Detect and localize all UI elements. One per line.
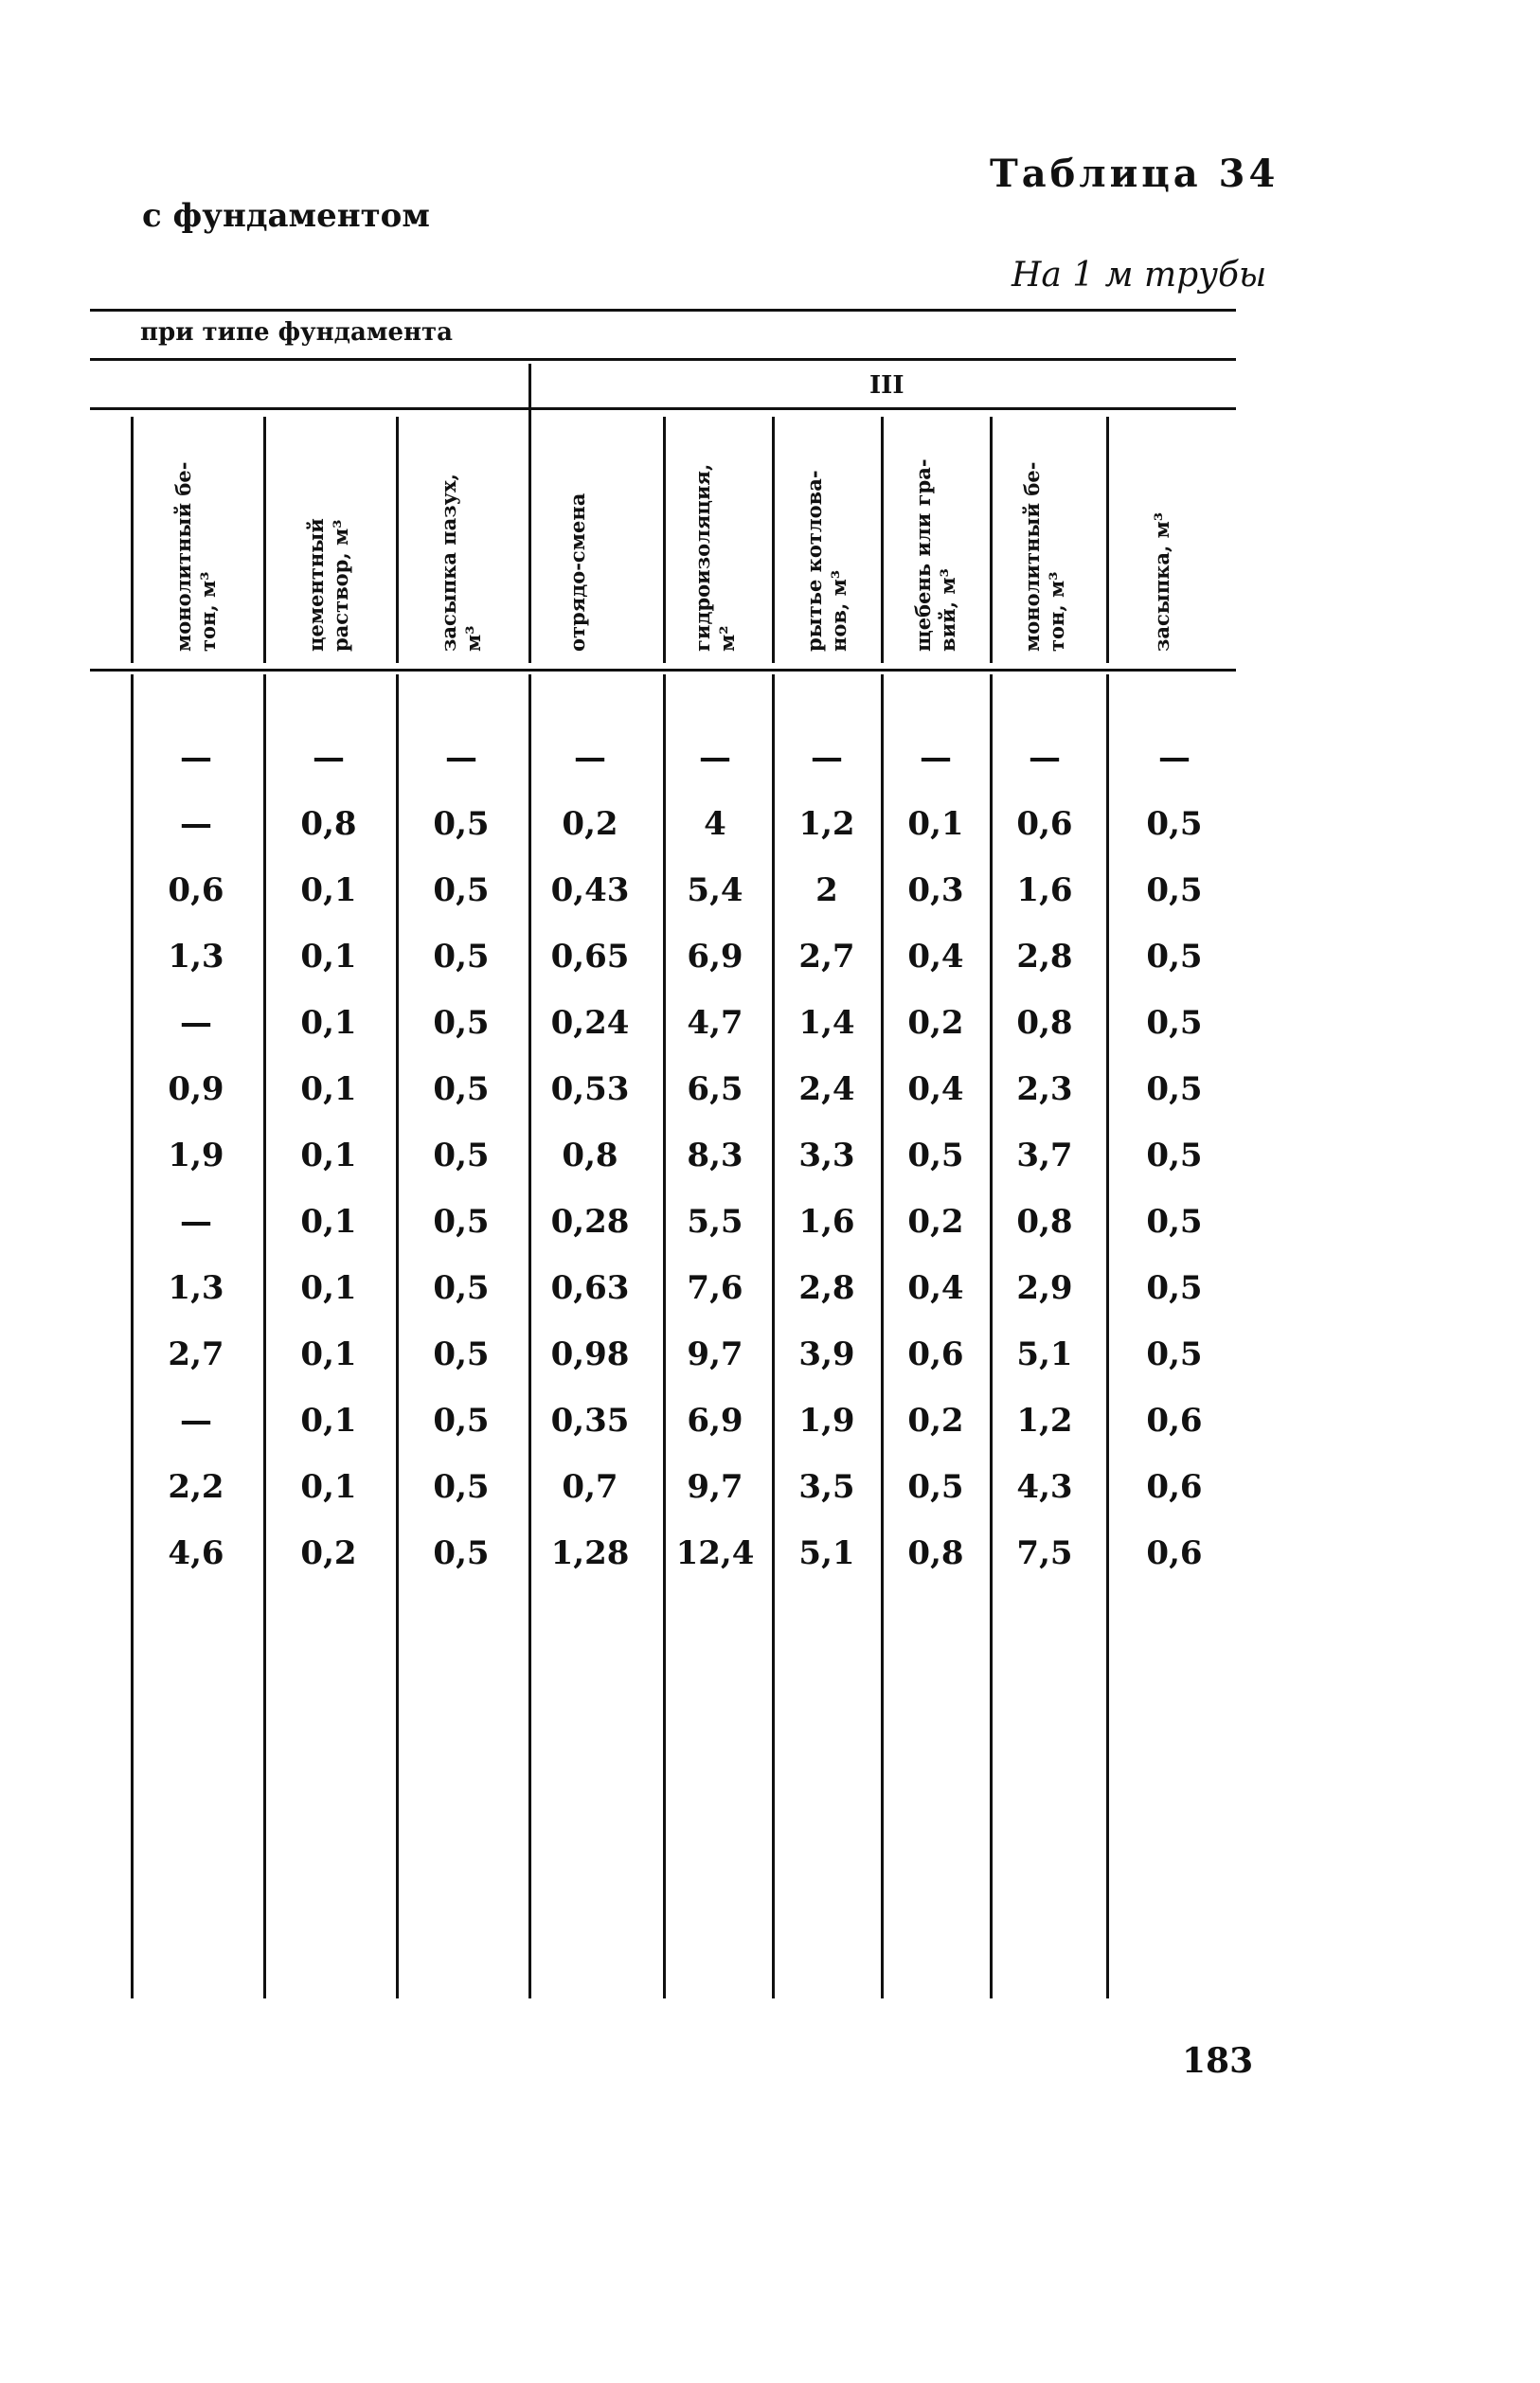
column-divider-body — [396, 674, 399, 1998]
table-cell: 0,5 — [433, 1269, 490, 1307]
table-cell: 0,1 — [300, 1269, 357, 1307]
table-cell: 0,65 — [550, 938, 630, 976]
table-cell: 0,5 — [433, 871, 490, 909]
table-cell: 0,5 — [433, 1468, 490, 1506]
table-cell: 7,6 — [687, 1269, 743, 1307]
table-cell: 0,5 — [433, 1203, 490, 1241]
column-divider-header — [263, 417, 266, 663]
rule-group — [90, 407, 1236, 410]
table-cell: 0,35 — [550, 1402, 630, 1440]
table-cell: 0,5 — [433, 1335, 490, 1373]
table-cell: 0,2 — [907, 1402, 964, 1440]
table-cell: 0,8 — [1016, 1004, 1073, 1042]
table-cell: 2,7 — [798, 938, 855, 976]
table-cell: 0,6 — [1146, 1402, 1203, 1440]
table-label: Таблица 34 — [990, 152, 1280, 196]
table-cell: 0,5 — [1146, 1203, 1203, 1241]
column-divider-header — [881, 417, 884, 663]
table-cell: 1,6 — [1016, 871, 1073, 909]
table-cell: 9,7 — [687, 1335, 743, 1373]
column-header: гидроизоляция, м² — [690, 463, 739, 652]
table-cell: 0,5 — [1146, 871, 1203, 909]
group-divider — [528, 364, 531, 417]
rule-foundation — [90, 358, 1236, 361]
column-divider-header — [1106, 417, 1109, 663]
table-cell: — — [180, 1402, 212, 1440]
table-cell: — — [1158, 739, 1191, 777]
table-cell: 8,3 — [687, 1137, 743, 1174]
table-cell: 0,28 — [550, 1203, 630, 1241]
table-cell: 0,5 — [1146, 1070, 1203, 1108]
table-cell: 0,2 — [562, 805, 618, 843]
table-cell: 0,3 — [907, 871, 964, 909]
table-cell: — — [574, 739, 606, 777]
table-cell: 6,9 — [687, 938, 743, 976]
table-cell: 6,9 — [687, 1402, 743, 1440]
column-divider-header — [396, 417, 399, 663]
table-cell: — — [699, 739, 731, 777]
table-cell: 0,1 — [300, 1137, 357, 1174]
column-header: засыпка пазух, м³ — [437, 474, 485, 652]
table-cell: 1,3 — [168, 938, 224, 976]
table-cell: 5,1 — [798, 1534, 855, 1572]
table-cell: 2,7 — [168, 1335, 224, 1373]
table-cell: — — [1029, 739, 1061, 777]
table-cell: 0,98 — [550, 1335, 630, 1373]
table-cell: 0,5 — [1146, 1269, 1203, 1307]
table-cell: 0,1 — [300, 1004, 357, 1042]
table-cell: — — [920, 739, 952, 777]
table-cell: 4,6 — [168, 1534, 224, 1572]
table-cell: 1,3 — [168, 1269, 224, 1307]
table-cell: 0,5 — [433, 1534, 490, 1572]
table-cell: 0,63 — [550, 1269, 630, 1307]
column-header: засыпка, м³ — [1150, 511, 1173, 652]
table-cell: 4 — [704, 805, 726, 843]
table-cell: 3,3 — [798, 1137, 855, 1174]
table-cell: 0,1 — [300, 1468, 357, 1506]
table-cell: 0,2 — [907, 1203, 964, 1241]
table-cell: 0,6 — [907, 1335, 964, 1373]
column-header: отрядо-смена — [565, 493, 589, 652]
table-cell: 2,8 — [1016, 938, 1073, 976]
table-cell: 3,5 — [798, 1468, 855, 1506]
table-cell: — — [445, 739, 477, 777]
page-number: 183 — [1182, 2041, 1254, 2081]
table-cell: 1,2 — [1016, 1402, 1073, 1440]
table-cell: 0,8 — [562, 1137, 618, 1174]
table-cell: — — [180, 1203, 212, 1241]
table-cell: 0,5 — [1146, 1335, 1203, 1373]
table-cell: 12,4 — [675, 1534, 755, 1572]
table-cell: 4,7 — [687, 1004, 743, 1042]
table-cell: 0,1 — [300, 871, 357, 909]
table-cell: 0,4 — [907, 938, 964, 976]
table-cell: 0,9 — [168, 1070, 224, 1108]
table-cell: 0,5 — [1146, 938, 1203, 976]
column-header: рытье котлова- нов, м³ — [802, 470, 851, 652]
table-cell: 0,5 — [433, 1402, 490, 1440]
table-cell: 2,8 — [798, 1269, 855, 1307]
table-cell: 0,2 — [907, 1004, 964, 1042]
table-cell: 0,8 — [300, 805, 357, 843]
table-cell: 0,8 — [907, 1534, 964, 1572]
table-cell: 0,5 — [433, 938, 490, 976]
table-cell: 1,9 — [168, 1137, 224, 1174]
column-header: монолитный бе- тон, м³ — [1020, 461, 1068, 652]
table-cell: 0,5 — [433, 805, 490, 843]
table-cell: 0,1 — [300, 938, 357, 976]
table-cell: 2,2 — [168, 1468, 224, 1506]
table-cell: 0,5 — [1146, 805, 1203, 843]
table-cell: 1,9 — [798, 1402, 855, 1440]
table-cell: — — [180, 805, 212, 843]
column-header: щебень или гра- вий, м³ — [911, 458, 959, 652]
table-cell: 0,5 — [433, 1004, 490, 1042]
table-cell: — — [313, 739, 345, 777]
table-cell: 0,7 — [562, 1468, 618, 1506]
table-cell: 0,4 — [907, 1070, 964, 1108]
column-divider-body — [1106, 674, 1109, 1998]
table-cell: 0,4 — [907, 1269, 964, 1307]
table-cell: 0,8 — [1016, 1203, 1073, 1241]
table-cell: 0,5 — [1146, 1137, 1203, 1174]
column-divider-header — [528, 417, 531, 663]
table-cell: 1,28 — [550, 1534, 630, 1572]
table-cell: 0,1 — [300, 1203, 357, 1241]
column-header: монолитный бе- тон, м³ — [171, 461, 220, 652]
table-cell: 2,3 — [1016, 1070, 1073, 1108]
table-cell: 5,4 — [687, 871, 743, 909]
table-cell: 0,5 — [907, 1137, 964, 1174]
table-cell: 0,1 — [300, 1070, 357, 1108]
table-cell: 0,5 — [1146, 1004, 1203, 1042]
table-cell: 0,6 — [1146, 1534, 1203, 1572]
table-cell: 0,43 — [550, 871, 630, 909]
unit-note: На 1 м трубы — [1012, 256, 1267, 295]
table-cell: 3,7 — [1016, 1137, 1073, 1174]
table-cell: — — [180, 1004, 212, 1042]
table-cell: 2,9 — [1016, 1269, 1073, 1307]
group-label: III — [869, 371, 904, 400]
table-cell: 3,9 — [798, 1335, 855, 1373]
column-divider-header — [131, 417, 134, 663]
table-cell: 0,1 — [300, 1402, 357, 1440]
column-divider-body — [131, 674, 134, 1998]
table-cell: 0,1 — [907, 805, 964, 843]
column-divider-header — [663, 417, 666, 663]
table-cell: 1,2 — [798, 805, 855, 843]
column-divider-header — [772, 417, 775, 663]
table-cell: 0,1 — [300, 1335, 357, 1373]
table-cell: — — [811, 739, 843, 777]
table-cell: 7,5 — [1016, 1534, 1073, 1572]
table-cell: 4,3 — [1016, 1468, 1073, 1506]
column-header: цементный раствор, м³ — [304, 518, 352, 652]
column-divider-header — [990, 417, 993, 663]
table-cell: 0,53 — [550, 1070, 630, 1108]
table-cell: 6,5 — [687, 1070, 743, 1108]
column-divider-body — [263, 674, 266, 1998]
table-cell: 0,2 — [300, 1534, 357, 1572]
table-cell: 2 — [815, 871, 838, 909]
table-cell: 0,6 — [1016, 805, 1073, 843]
section-title: с фундаментом — [142, 197, 430, 235]
table-cell: 1,6 — [798, 1203, 855, 1241]
foundation-type-label: при типе фундамента — [140, 318, 453, 347]
table-cell: 0,6 — [168, 871, 224, 909]
table-cell: 9,7 — [687, 1468, 743, 1506]
table-cell: 2,4 — [798, 1070, 855, 1108]
table-cell: 0,5 — [433, 1070, 490, 1108]
table-cell: 0,24 — [550, 1004, 630, 1042]
table-cell: 0,5 — [433, 1137, 490, 1174]
table-cell: 1,4 — [798, 1004, 855, 1042]
table-cell: 5,1 — [1016, 1335, 1073, 1373]
table-cell: — — [180, 739, 212, 777]
table-cell: 5,5 — [687, 1203, 743, 1241]
rule-top — [90, 309, 1236, 312]
table-cell: 0,5 — [907, 1468, 964, 1506]
rule-header-bottom — [90, 669, 1236, 672]
table-cell: 0,6 — [1146, 1468, 1203, 1506]
column-divider-body — [528, 674, 531, 1998]
